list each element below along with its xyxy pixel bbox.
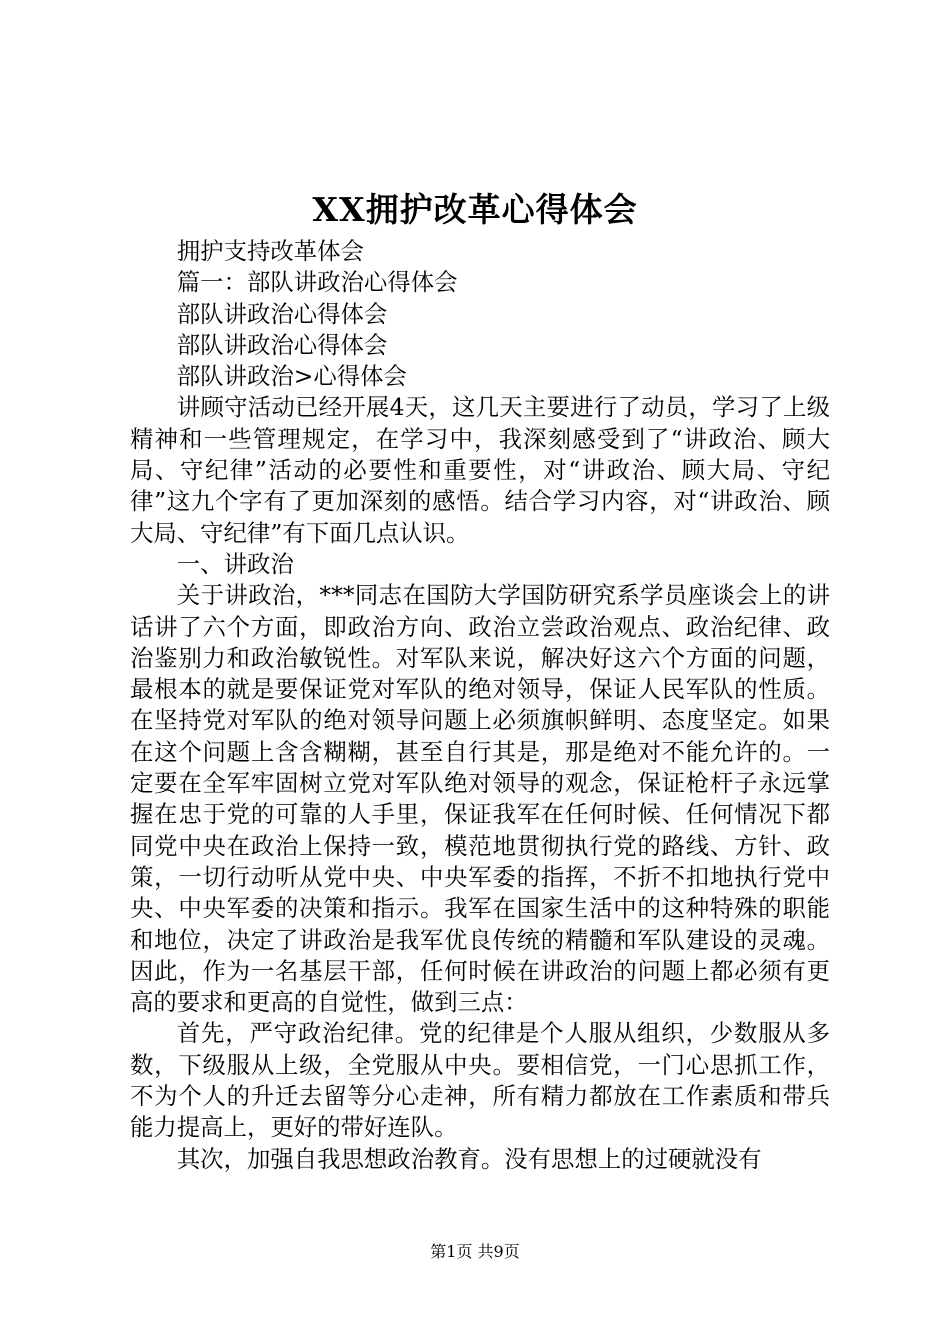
page-number-footer: 第1页 共9页: [430, 1242, 520, 1261]
document-title: XX拥护改革心得体会: [312, 190, 638, 229]
paragraph: 篇一：部队讲政治心得体会: [176, 268, 458, 297]
paragraph: 部队讲政治心得体会: [176, 330, 388, 359]
paragraph: 关于讲政治，***同志在国防大学国防研究系学员座谈会上的讲话讲了六个方面，即政治方向、政治立尝政治观点、政治纪律、政治鉴别力和政治敏锐性。对军队来说，解决好这六个方面的问题，最根本的就是要保证党对军队的绝对领导，保证人民军队的性质。在坚持党对军队的绝对领导问题上必须旗帜鲜明、态度坚定。如果在这个问题上含含糊糊，甚至自行其是，那是绝对不能允许的。一定要在全军牢固树立党对军队绝对领导的观念，保证枪杆子永远掌握在忠于党的可靠的人手里，保证我军在任何时候、任何情况下都同党中央在政治上保持一致，模范地贯彻执行党的路线、方针、政策，一切行动听从党中央、中央军委的指挥，不折不扣地执行党中央、中央军委的决策和指示。我军在国家生活中的这种特殊的职能和地位，决定了讲政治是我军优良传统的精髓和军队建设的灵魂。因此，作为一名基层干部，任何时候在讲政治的问题上都必须有更高的要求和更高的自觉性，做到三点：: [130, 581, 830, 1017]
paragraph: 首先，严守政治纪律。党的纪律是个人服从组织，少数服从多数，下级服从上级，全党服从中央。要相信党，一门心思抓工作，不为个人的升迁去留等分心走神，所有精力都放在工作素质和带兵能力提高上，更好的带好连队。: [130, 1019, 830, 1142]
paragraph: 讲顾守活动已经开展4天，这几天主要进行了动员，学习了上级精神和一些管理规定，在学习中，我深刻感受到了“讲政治、顾大局、守纪律”活动的必要性和重要性，对“讲政治、顾大局、守纪律”这九个字有了更加深刻的感悟。结合学习内容，对“讲政治、顾大局、守纪律”有下面几点认识。: [130, 393, 830, 547]
section-heading: 一、讲政治: [176, 549, 294, 578]
paragraph: 部队讲政治心得体会: [176, 299, 388, 328]
document-body: [130, 236, 830, 1175]
paragraph: 其次，加强自我思想政治教育。没有思想上的过硬就没有: [176, 1144, 762, 1173]
paragraph: 部队讲政治>心得体会: [176, 362, 407, 391]
paragraph: 拥护支持改革体会: [176, 237, 364, 265]
